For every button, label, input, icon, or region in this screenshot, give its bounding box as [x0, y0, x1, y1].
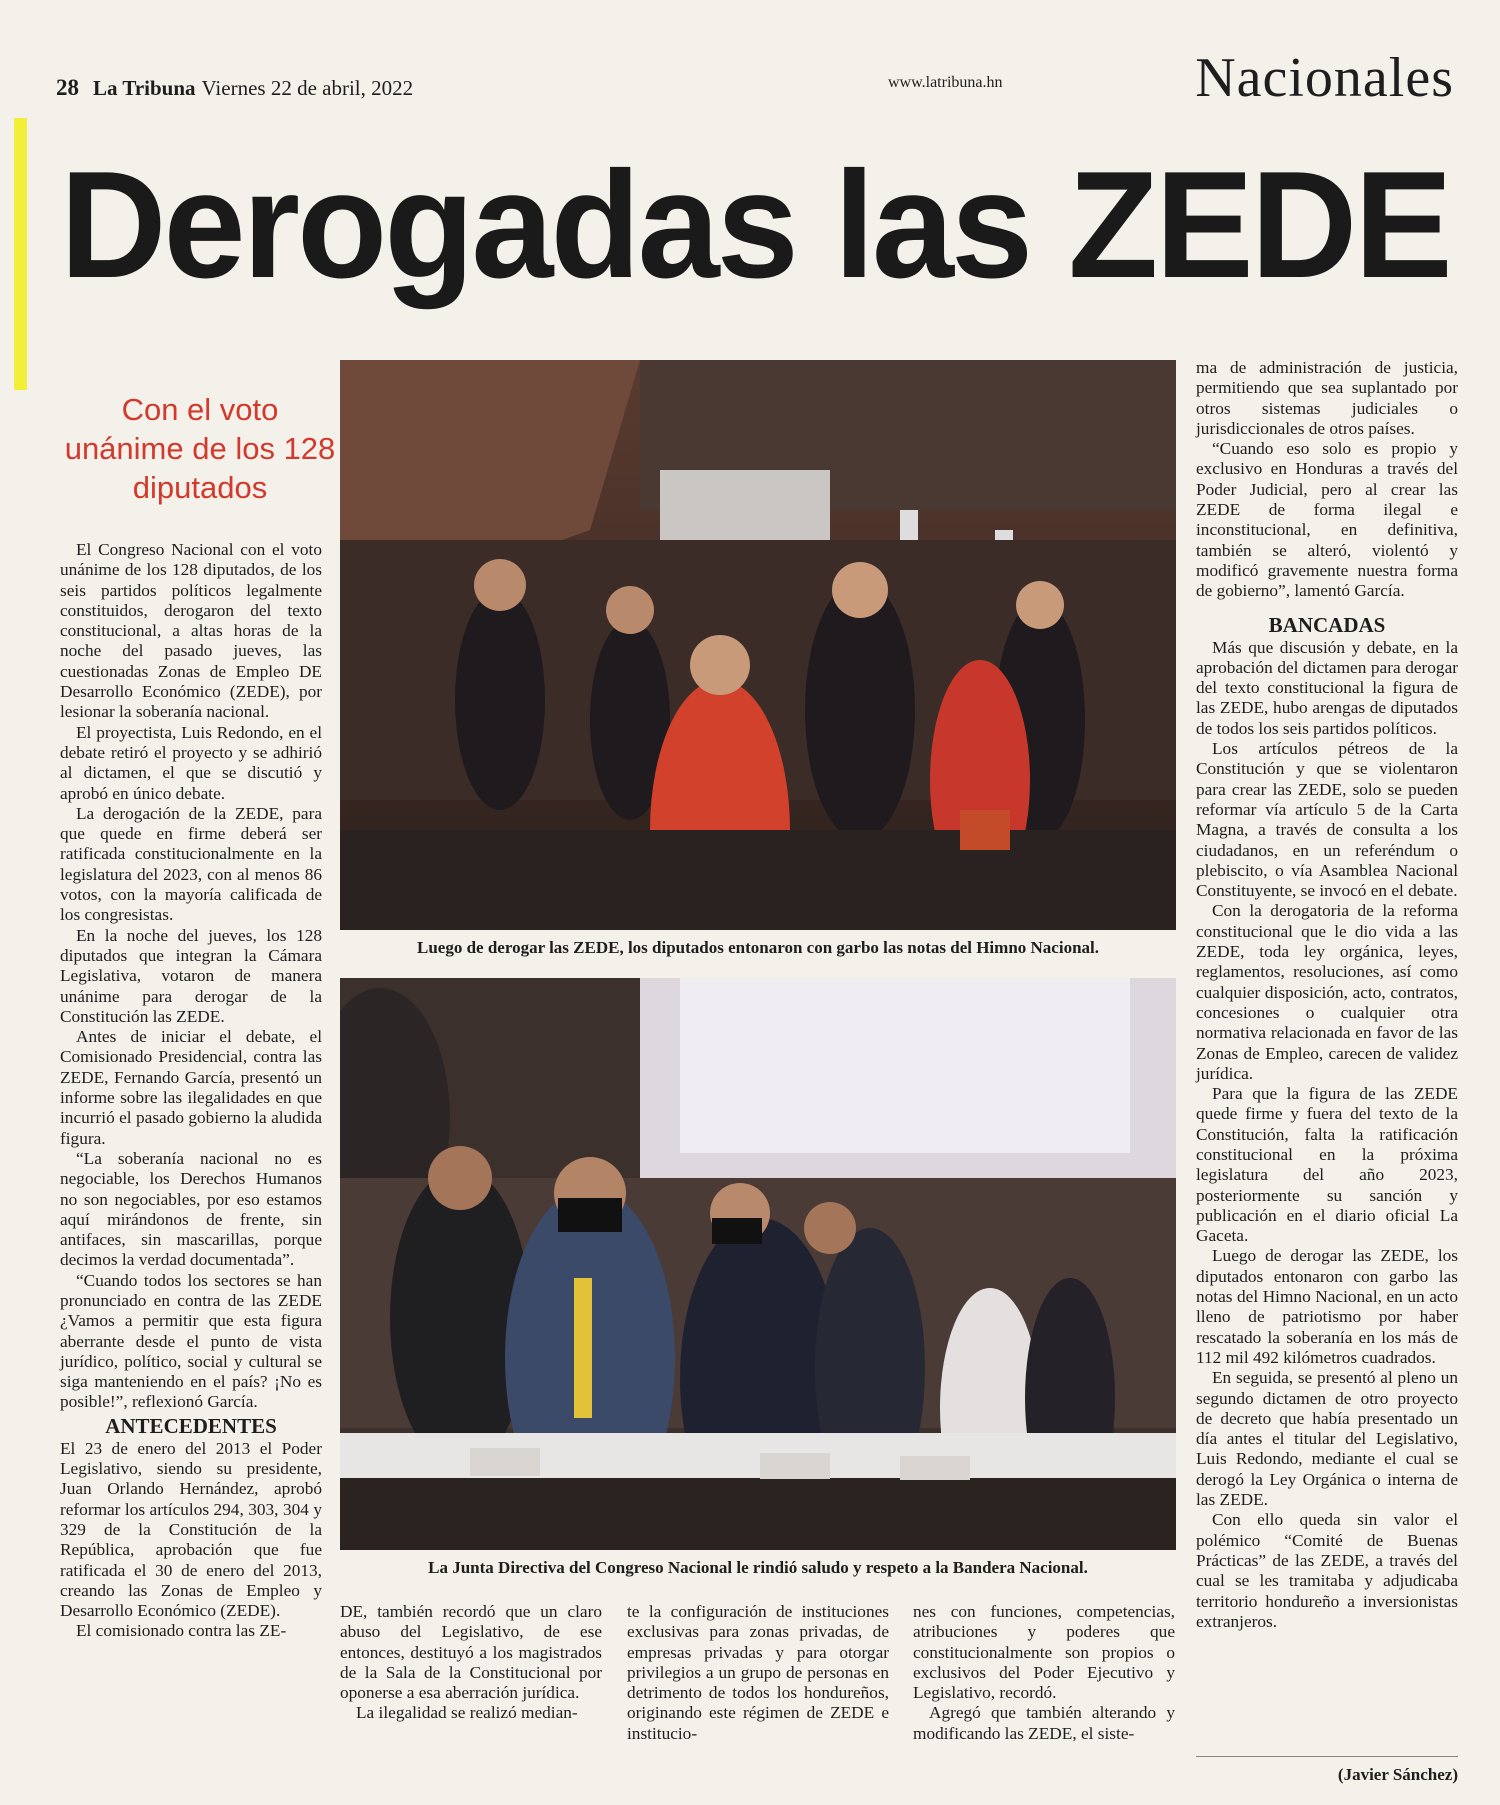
paragraph: El comisionado contra las ZE-	[76, 1621, 287, 1641]
paragraph: Antes de iniciar el debate, el Comisionado Presidencial, contra las ZEDE, Fernando García, presentó un informe sobre las ilegalidades en que incurrió el pasado gobierno la aludida figura.	[60, 1027, 322, 1148]
kicker: Con el voto unánime de los 128 diputados	[64, 392, 336, 505]
paragraph: Para que la figura de las ZEDE quede firme y fuera del texto de la Constitución, falta la ratificación constitucional en la próxima legislatura del año 2023, posteriormente su sanción y publicación en el diario oficial La Gaceta.	[1196, 1084, 1458, 1246]
body-column-1	[60, 540, 322, 1642]
paragraph: El Congreso Nacional con el voto unánime de los 128 diputados, de los seis partidos políticos legalmente constituidos, derogaron del texto constitucional, a altas horas de la noche del pasado jueves, las cuestionadas Zonas de Empleo DE Desarrollo Económico (ZEDE), por lesionar la soberanía nacional.	[60, 540, 322, 722]
paragraph: El proyectista, Luis Redondo, en el debate retiró el proyecto y se adhirió al dictamen, el que se discutió y aprobó en único debate.	[60, 722, 322, 803]
paragraph: nes con funciones, competencias, atribuciones y poderes que constitucionalmente son propios o exclusivos del Poder Ejecutivo y Legislativo, recordó.	[913, 1602, 1175, 1703]
paragraph: Con ello queda sin valor el polémico “Comité de Buenas Prácticas” de las ZEDE, a través del cual se les tramitaba y adjudicaba territorio hondureño a inversionistas extranjeros.	[1196, 1510, 1458, 1631]
body-column-4	[913, 1602, 1175, 1744]
section-name: Nacionales	[1195, 47, 1454, 109]
paragraph: El 23 de enero del 2013 el Poder Legislativo, siendo su presidente, Juan Orlando Hernández, aprobó reformar los artículos 294, 303, 304 y 329 de la Constitución de la República, aprobación que fue ratificada el 30 de enero del 2013, creando las Zonas de Empleo y Desarrollo Económico (ZEDE).	[60, 1438, 322, 1621]
byline: (Javier Sánchez)	[1337, 1765, 1458, 1784]
paragraph: En la noche del jueves, los 128 diputados que integran la Cámara Legislativa, votaron de manera unánime para derogar de la Constitución las ZEDE.	[60, 925, 322, 1026]
photo-board-salute	[340, 978, 1176, 1550]
body-column-right	[1196, 358, 1458, 1632]
paragraph: Más que discusión y debate, en la aprobación del dictamen para derogar del texto constitucional la figura de las ZEDE, hubo arengas de diputados de todos los seis partidos políticos.	[1196, 637, 1458, 738]
paragraph: “Cuando todos los sectores se han pronunciado en contra de las ZEDE ¿Vamos a permitir que esta figura aberrante desde el punto de vista jurídico, político, social y cultural se siga manteniendo en el país? ¡No es posible!”, reflexionó García.	[60, 1270, 322, 1412]
paragraph: Luego de derogar las ZEDE, los diputados entonaron con garbo las notas del Himno Nacional, en un acto lleno de patriotismo por haber rescatado la soberanía en los más de 112 mil 492 kilómetros cuadrados.	[1196, 1246, 1458, 1367]
issue-date: Viernes 22 de abril, 2022	[201, 76, 414, 100]
highlighter-mark	[14, 118, 27, 390]
paragraph: DE, también recordó que un claro abuso del Legislativo, de ese entonces, destituyó a los magistrados de la Sala de la Constitucional por oponerse a esa aberración jurídica.	[340, 1602, 602, 1703]
byline-rule	[1196, 1756, 1458, 1757]
photo-caption-1: Luego de derogar las ZEDE, los diputados entonaron con garbo las notas del Himno Nacional.	[417, 938, 1099, 957]
paragraph: “Cuando eso solo es propio y exclusivo en Honduras a través del Poder Judicial, pero al crear las ZEDE de forma ilegal e inconstitucional, en definitiva, también se alteró, violentó y modificó gravemente nuestra forma de gobierno”, lamentó García.	[1196, 439, 1458, 601]
website-url: www.latribuna.hn	[888, 74, 1003, 91]
paragraph: ma de administración de justicia, permitiendo que sea suplantado por otros sistemas judiciales o jurisdiccionales de otros países.	[1196, 358, 1458, 438]
paragraph: Con la derogatoria de la reforma constitucional que le dio vida a las ZEDE, toda ley orgánica, leyes, reglamentos, resoluciones, así como cualquier disposición, acto, contratos, concesiones o cualquier otra normativa relacionada en favor de las Zonas de Empleo, carecen de validez jurídica.	[1196, 901, 1458, 1083]
body-column-2	[340, 1602, 602, 1724]
page-folio	[56, 75, 413, 101]
paragraph: En seguida, se presentó al pleno un segundo dictamen de otro proyecto de decreto que había presentado un día antes el titular del Legislativo, Luis Redondo, mediante el cual se derogó la Ley Orgánica o interna de las ZEDE.	[1196, 1368, 1458, 1510]
subhead-bancadas: BANCADAS	[1268, 612, 1386, 637]
paragraph: La ilegalidad se realizó median-	[356, 1703, 578, 1723]
paragraph: Los artículos pétreos de la Constitución y que se violentaron para crear las ZEDE, solo se pueden reformar vía artículo 5 de la Carta Magna, a través de consulta a los ciudadanos, en un referéndum o plebiscito, o vía Asamblea Nacional Constituyente, se invocó en el debate.	[1196, 739, 1458, 901]
page-number: 28	[56, 75, 79, 100]
paragraph: La derogación de la ZEDE, para que quede en firme deberá ser ratificada constitucionalmente en la legislatura del 2023, con al menos 86 votos, con la mayoría calificada de los congresistas.	[60, 803, 322, 925]
headline: Derogadas las ZEDE	[60, 140, 1450, 310]
paragraph: Agregó que también alterando y modificando las ZEDE, el siste-	[913, 1703, 1175, 1743]
paragraph: “La soberanía nacional no es negociable, los Derechos Humanos no son negociables, por eso estamos aquí mirándonos de frente, sin antifaces, sin mascarillas, porque decimos la verdad documentada”.	[60, 1148, 322, 1270]
photo-congress-anthem	[340, 360, 1176, 930]
paragraph: te la configuración de instituciones exclusivas para zonas privadas, de empresas privadas y para otorgar privilegios a un grupo de personas en detrimento de todos los hondureños, originando este régimen de ZEDE e institucio-	[627, 1602, 889, 1743]
photo-caption-2: La Junta Directiva del Congreso Nacional le rindió saludo y respeto a la Bandera Nacional.	[428, 1558, 1088, 1577]
paper-name: La Tribuna	[93, 76, 196, 100]
body-column-3	[627, 1602, 889, 1744]
subhead-antecedentes: ANTECEDENTES	[105, 1413, 277, 1438]
